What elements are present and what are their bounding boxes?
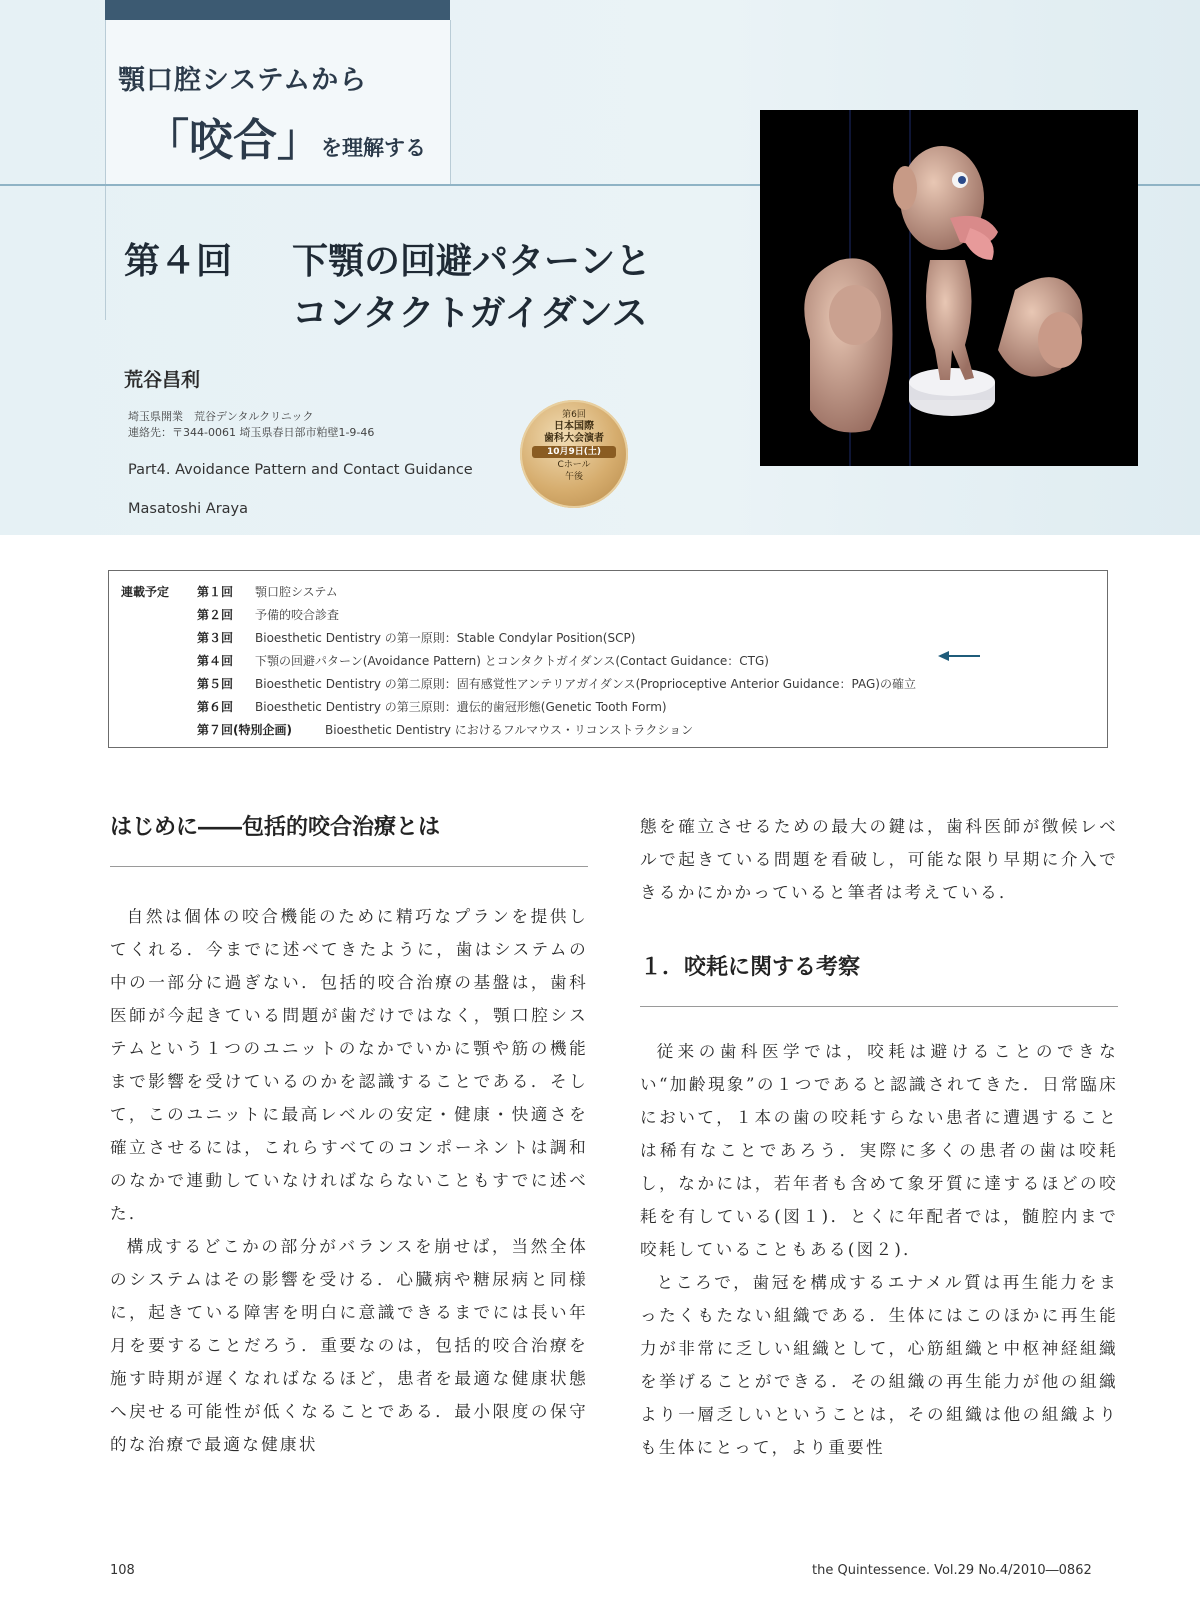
header-vertical-rule (105, 20, 106, 320)
section-heading-intro: はじめに――包括的咬合治療とは (110, 814, 441, 840)
schedule-item-no: 第５回 (197, 677, 234, 691)
schedule-item (197, 698, 667, 715)
series-open-bracket: 「 (145, 115, 189, 166)
schedule-item-no: 第３回 (197, 631, 234, 645)
article-title (124, 236, 651, 340)
affiliation-line2: 連絡先：〒344-0061 埼玉県春日部市粕壁1-9-46 (128, 426, 375, 439)
section-heading-wear: １．咬耗に関する考察 (640, 954, 861, 980)
article-title-line1: 下顎の回避パターンと (292, 241, 652, 282)
seal-line2: 歯科大会演者 (544, 433, 604, 444)
schedule-item-no: 第１回 (197, 585, 234, 599)
schedule-item (197, 606, 339, 623)
congress-speaker-seal (520, 400, 628, 508)
schedule-item-no: 第７回(特別企画) (197, 723, 292, 737)
article-title-line2: コンタクトガイダンス (292, 293, 648, 334)
english-title: Part4. Avoidance Pattern and Contact Guidance (128, 462, 473, 478)
seal-date: 10月9日(土) (532, 446, 616, 458)
homunculus-photo (760, 110, 1138, 466)
seal-line5: 午後 (564, 472, 583, 482)
journal-footer: the Quintessence. Vol.29 No.4/2010―0862 (812, 1563, 1092, 1578)
wear-paragraph-2: ところで，歯冠を構成するエナメル質は再生能力をまったくもたない組織である．生体にはこのほかに再生能力が非常に乏しい組織として，心筋組織と中枢神経組織を挙げることができる．その組織の再生能力が他の組織より一層乏しいということは，その組織は他の組織よりも生体にとって，より重要性 (640, 1273, 1118, 1457)
affiliation-line1: 埼玉県開業 荒谷デンタルクリニック (128, 410, 314, 423)
series-title-line1: 顎口腔システムから (118, 65, 368, 96)
schedule-item-no: 第４回 (197, 654, 234, 668)
body-column-left (110, 810, 588, 1461)
schedule-item-current (197, 652, 769, 669)
author-affiliation (128, 409, 374, 441)
article-number: 第４回 (124, 241, 233, 282)
current-issue-arrow-icon (938, 650, 980, 662)
schedule-item-no: 第６回 (197, 700, 234, 714)
schedule-item-text: 予備的咬合診査 (255, 608, 340, 622)
schedule-item (197, 675, 916, 692)
schedule-item-text: 下顎の回避パターン(Avoidance Pattern) とコンタクトガイダンス(Contact Guidance：CTG) (255, 654, 769, 668)
schedule-item (197, 583, 338, 600)
author-name: 荒谷昌利 (124, 369, 201, 391)
schedule-item-text: Bioesthetic Dentistry の第三原則：遺伝的歯冠形態(Genetic Tooth Form) (255, 700, 667, 714)
schedule-item (197, 721, 693, 738)
schedule-item-no: 第２回 (197, 608, 234, 622)
schedule-item (197, 629, 635, 646)
series-title-line2 (145, 104, 426, 168)
seal-line1: 日本国際 (554, 421, 594, 432)
english-author: Masatoshi Araya (128, 501, 249, 517)
schedule-label: 連載予定 (121, 585, 170, 599)
intro-paragraph-3: 態を確立させるための最大の鍵は，歯科医師が徴候レベルで起きている問題を看破し，可能な限り早期に介入できるかにかかっていると筆者は考えている． (640, 817, 1118, 902)
intro-paragraph-1: 自然は個体の咬合機能のために精巧なプランを提供してくれる．今までに述べてきたように，歯はシステムの中の一部分に過ぎない．包括的咬合治療の基盤は，歯科医師が今起きている問題が歯だけではなく，顎口腔システムという１つのユニットのなかでいかに顎や筋の機能まで影響を受けているのかを認識することである．そして，このユニットに最高レベルの安定・健康・快適さを確立させるには，これらすべてのコンポーネントは調和のなかで連動していなければならないこともすでに述べた． (110, 907, 588, 1223)
seal-line0: 第6回 (562, 410, 586, 420)
schedule-item-text: Bioesthetic Dentistry の第二原則：固有感覚性アンテリアガイダンス(Proprioceptive Anterior Guidance：PAG)の確立 (255, 677, 916, 691)
homunculus-illustration (760, 110, 1138, 466)
page-number: 108 (110, 1563, 135, 1578)
series-title-rest: を理解する (321, 136, 426, 160)
schedule-item-text: 顎口腔システム (255, 585, 338, 599)
schedule-item-text: Bioesthetic Dentistry におけるフルマウス・リコンストラクション (325, 723, 694, 737)
seal-line4: Cホール (557, 460, 591, 470)
body-column-right (640, 810, 1118, 1464)
intro-paragraph-2: 構成するどこかの部分がバランスを崩せば，当然全体のシステムはその影響を受ける．心臓病や糖尿病と同様に，起きている障害を明白に意識できるまでには長い年月を要することだろう．重要なのは，包括的咬合治療を施す時期が遅くなればなるほど，患者を最適な健康状態へ戻せる可能性が低くなることである．最小限度の保守的な治療で最適な健康状 (110, 1237, 588, 1454)
series-close-bracket: 」 (277, 115, 321, 166)
wear-paragraph-1: 従来の歯科医学では，咬耗は避けることのできない“加齢現象”の１つであると認識されてきた．日常臨床において，１本の歯の咬耗すらない患者に遭遇することは稀有なことであろう．実際に多くの患者の歯は咬耗し，なかには，若年者も含めて象牙質に達するほどの咬耗を有している(図１)．とくに年配者では，髄腔内まで咬耗していることもある(図２)． (640, 1042, 1118, 1259)
series-keyword: 咬合 (189, 115, 277, 166)
series-top-bar (105, 0, 450, 20)
schedule-item-text: Bioesthetic Dentistry の第一原則：Stable Condylar Position(SCP) (255, 631, 636, 645)
